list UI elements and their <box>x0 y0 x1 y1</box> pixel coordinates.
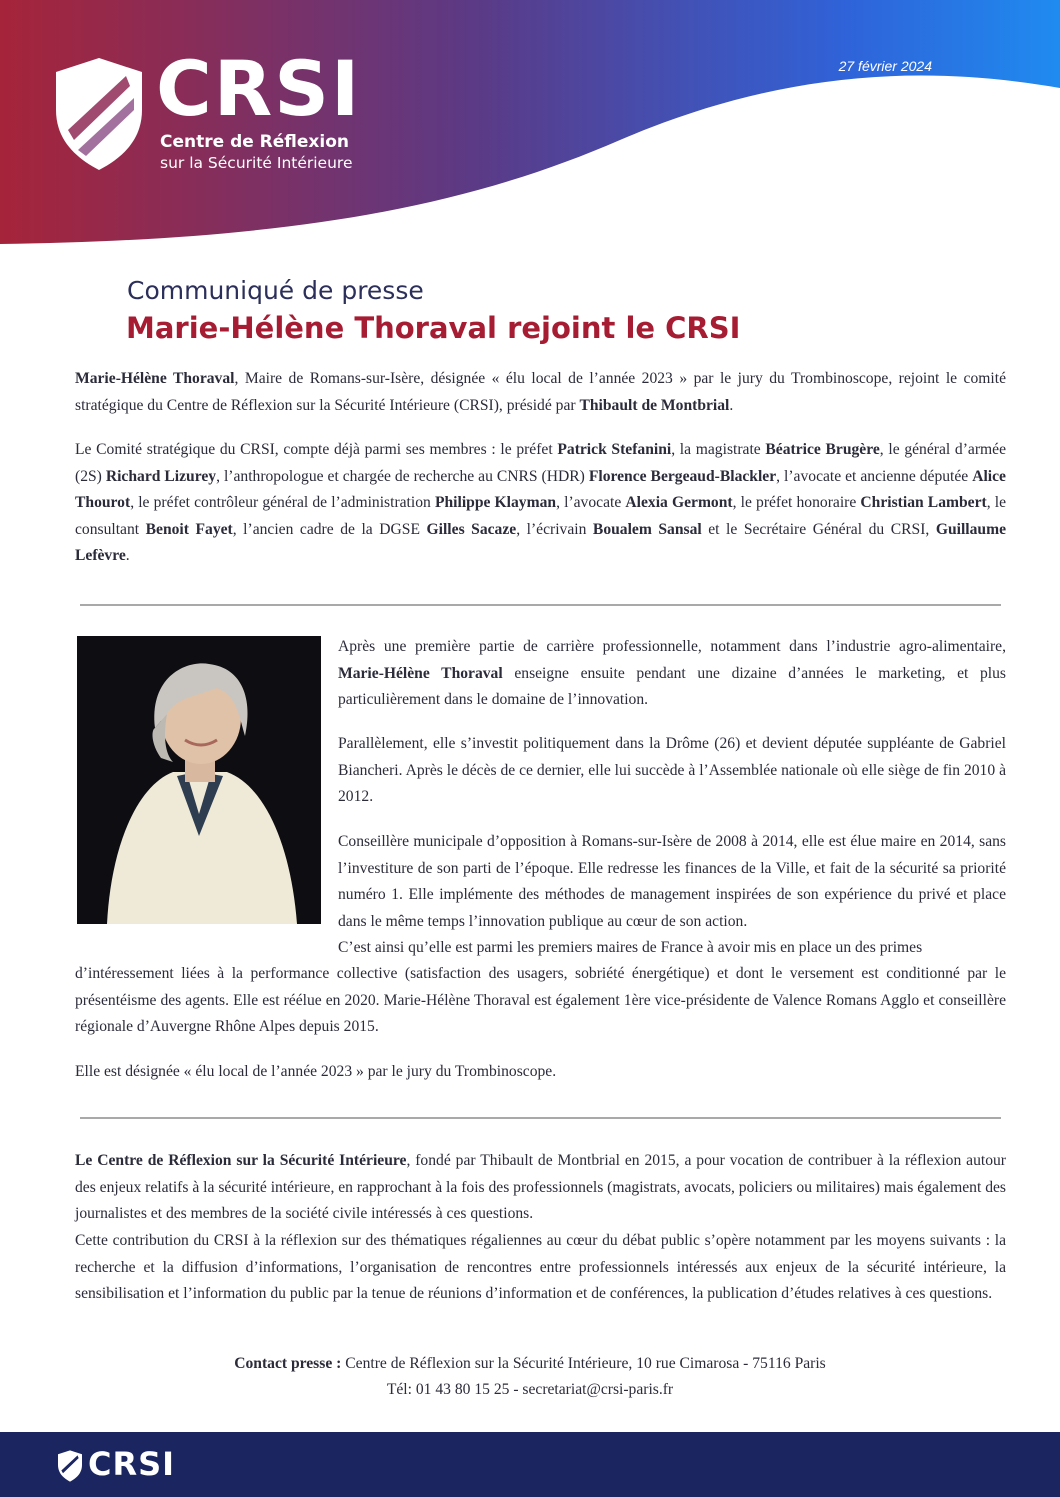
bio-text: Après une première partie de carrière professionnelle, notamment dans l’industrie agro-alimentaire, <box>338 638 1006 655</box>
bio-paragraph-3: Conseillère municipale d’opposition à Romans-sur-Isère de 2008 à 2014, elle est élue maire en 2014, sans l’investiture de son parti de l’époque. Elle redresse les finances de la Ville, et fait de la sécurité sa priorité numéro 1. Elle implémente des méthodes de management inspirées de son expérience du privé et place dans le même temps l’innovation publique au cœur de son action. <box>338 833 1006 930</box>
logo-wordmark: CRSI <box>156 44 362 133</box>
member-name: Benoit Fayet <box>145 520 233 538</box>
committee-text: . <box>125 547 130 564</box>
press-contact <box>0 1351 1060 1377</box>
committee-text: , le préfet contrôleur général de l’administration <box>130 494 435 511</box>
section-divider <box>80 1117 1001 1119</box>
shield-logo-icon <box>56 58 142 170</box>
member-name: Philippe Klayman <box>434 494 557 511</box>
intro-text-end: . <box>729 396 734 414</box>
bio-paragraph-2: Parallèlement, elle s’investit politiquement dans la Drôme (26) et devient députée suppléante de Gabriel Biancheri. Après le décès de ce dernier, elle lui succède à l’Assemblée nationale où elle siège de fin 2010 à 2012. <box>338 735 1006 805</box>
committee-text: , l’anthropologue et chargée de recherche au CNRS (HDR) <box>216 467 589 485</box>
committee-text: , la magistrate <box>671 441 766 458</box>
about-text: , fondé par Thibault de Montbrial en 2015, a pour vocation de contribuer à la réflexion autour des enjeux relatifs à la sécurité intérieure, en rapprochant à la fois des professionnels (magistrats, avocats, policiers ou militaires) mais également des journalistes et des membres de la société civile intéressés à ces questions. <box>75 1152 1006 1222</box>
committee-text: , le consultant <box>75 494 1006 538</box>
about-paragraph-2: Cette contribution du CRSI à la réflexion sur des thématiques régaliennes au cœur du débat public s’opère notamment par les moyens suivants : la recherche et la diffusion d’informations, l’organisation de rencontres entre professionnels intéressés aux enjeux de la sécurité intérieure, la sensibilisation et l’information du public par la tenue de réunions d’information et de conférences, la publication d’études relatives à ces questions. <box>75 1232 1006 1302</box>
committee-text: , l’écrivain <box>516 520 593 538</box>
about-org-name: Le Centre de Réflexion sur la Sécurité Intérieure <box>75 1152 407 1169</box>
intro-text: , Maire de Romans-sur-Isère, désignée « élu local de l’année 2023 » par le jury du Trombinoscope, rejoint le comité stratégique du Centre de Réflexion sur la Sécurité Intérieure (CRSI), présidé par <box>75 370 1006 414</box>
committee-text: , le préfet honoraire <box>732 494 861 511</box>
member-name: Boualem Sansal <box>592 520 702 538</box>
header-banner <box>0 0 1060 250</box>
member-name: Alice Thourot <box>75 467 1006 511</box>
press-release-kicker: Communiqué de presse <box>127 276 424 305</box>
bio-paragraph-3-continued: C’est ainsi qu’elle est parmi les premiers maires de France à avoir mis en place un des primes <box>338 939 923 956</box>
footer-bar <box>0 1432 1060 1497</box>
section-divider <box>80 604 1001 606</box>
logo-subtitle-line2: sur la Sécurité Intérieure <box>160 154 353 172</box>
bio-paragraph-4: Elle est désignée « élu local de l’année 2023 » par le jury du Trombinoscope. <box>75 1063 557 1080</box>
bio-paragraph-3-wide: d’intéressement liées à la performance collective (satisfaction des usagers, sobriété énergétique) et dont le versement est conditionné par le présentéisme des agents. Elle est réélue en 2020. Marie-Hélène Thoraval est également 1ère vice-présidente de Valence Romans Agglo et conseillère régionale d’Auvergne Rhône Alpes depuis 2015. <box>75 965 1006 1035</box>
member-name: Richard Lizurey <box>105 467 217 485</box>
member-name: Florence Bergeaud-Blackler <box>588 467 777 485</box>
president-name: Thibault de Montbrial <box>579 396 730 414</box>
member-name: Guillaume Lefèvre <box>75 520 1007 564</box>
committee-text: , le général d’armée (2S) <box>75 441 1006 485</box>
member-name: Patrick Stefanini <box>557 441 672 458</box>
member-name: Christian Lambert <box>860 494 987 511</box>
member-name: Alexia Germont <box>625 494 733 511</box>
committee-paragraph <box>75 437 1006 570</box>
member-name: Gilles Sacaze <box>426 520 517 538</box>
logo-subtitle-line1: Centre de Réflexion <box>160 132 350 152</box>
committee-text: et le Secrétaire Général du CRSI, <box>701 520 936 538</box>
committee-text: Le Comité stratégique du CRSI, compte déjà parmi ses membres : le préfet <box>75 441 558 458</box>
committee-text: , l’avocate <box>556 494 626 511</box>
intro-name: Marie-Hélène Thoraval <box>75 370 235 387</box>
page-title: Marie-Hélène Thoraval rejoint le CRSI <box>126 311 741 345</box>
contact-address: Centre de Réflexion sur la Sécurité Intérieure, 10 rue Cimarosa - 75116 Paris <box>341 1355 826 1372</box>
portrait-photo <box>77 636 321 924</box>
contact-label: Contact presse : <box>234 1355 342 1372</box>
publication-date: 27 février 2024 <box>838 58 932 74</box>
contact-phone-email: Tél: 01 43 80 15 25 - secretariat@crsi-paris.fr <box>386 1381 674 1398</box>
committee-text: , l’ancien cadre de la DGSE <box>232 520 427 538</box>
bio-name: Marie-Hélène Thoraval <box>338 664 503 682</box>
intro-paragraph <box>75 366 1006 419</box>
about-paragraph-1 <box>75 1148 1006 1228</box>
bio-paragraph-1 <box>338 634 1006 714</box>
footer-wordmark: CRSI <box>88 1445 176 1483</box>
committee-text: , l’avocate et ancienne députée <box>776 467 973 485</box>
member-name: Béatrice Brugère <box>765 441 880 458</box>
bio-text: enseigne ensuite pendant une dizaine d’années le marketing, et plus particulièrement dans le domaine de l’innovation. <box>338 664 1006 708</box>
shield-logo-icon <box>58 1450 82 1482</box>
